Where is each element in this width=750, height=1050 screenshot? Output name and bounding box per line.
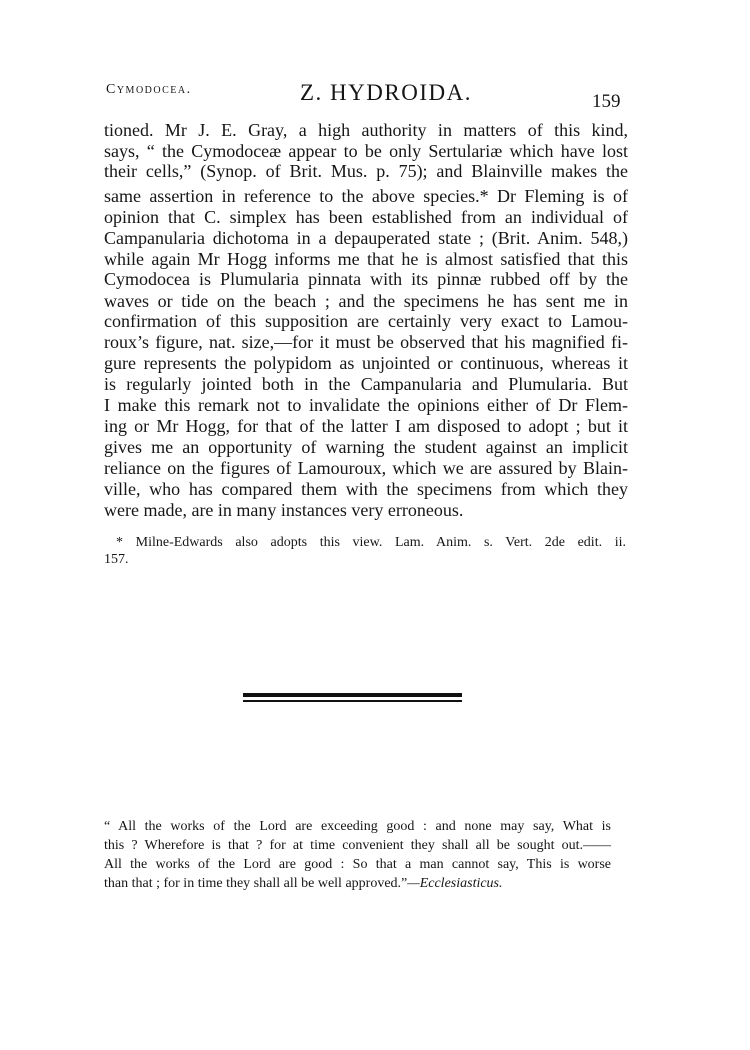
epigraph-line: All the works of the Lord are good : So that a man cannot say, This is worse	[104, 857, 611, 872]
epigraph-source: —Ecclesiasticus.	[407, 876, 503, 891]
body-line: says, “ the Cymodoceæ appear to be only Sertulariæ which have lost	[104, 141, 628, 161]
body-line: roux’s figure, nat. size,—for it must be observed that his magnified fi-	[104, 332, 628, 352]
body-line: their cells,” (Synop. of Brit. Mus. p. 75); and Blainville makes the	[104, 161, 628, 181]
body-line: waves or tide on the beach ; and the specimens he has sent me in	[104, 291, 628, 311]
thin-rule	[243, 700, 462, 702]
body-line: gure represents the polypidom as unjointed or continuous, whereas it	[104, 353, 628, 373]
body-line: confirmation of this supposition are certainly very exact to Lamou-	[104, 311, 628, 331]
double-rule-divider	[243, 693, 462, 702]
footnote: * Milne-Edwards also adopts this view. Lam. Anim. s. Vert. 2de edit. ii.	[116, 535, 626, 550]
body-line: same assertion in reference to the above species.* Dr Fleming is of	[104, 186, 628, 206]
body-line: is regularly jointed both in the Campanularia and Plumularia. But	[104, 374, 628, 394]
body-line: Campanularia dichotoma in a depauperated state ; (Brit. Anim. 548,)	[104, 228, 628, 248]
running-head: Cymodocea.	[106, 82, 192, 97]
body-line: were made, are in many instances very erroneous.	[104, 500, 464, 520]
body-line: tioned. Mr J. E. Gray, a high authority in matters of this kind,	[104, 120, 628, 140]
body-line: reliance on the figures of Lamouroux, which we are assured by Blain-	[104, 458, 628, 478]
page-number: 159	[592, 91, 621, 112]
thick-rule	[243, 693, 462, 697]
epigraph-line: this ? Wherefore is that ? for at time convenient they shall all be sought out.——	[104, 838, 611, 853]
body-line: gives me an opportunity of warning the student against an implicit	[104, 437, 628, 457]
body-line: I make this remark not to invalidate the opinions either of Dr Flem-	[104, 395, 628, 415]
body-line: Cymodocea is Plumularia pinnata with its pinnæ rubbed off by the	[104, 269, 628, 289]
epigraph-line: “ All the works of the Lord are exceeding good : and none may say, What is	[104, 819, 611, 834]
body-line: ing or Mr Hogg, for that of the latter I am disposed to adopt ; but it	[104, 416, 628, 436]
epigraph-text: than that ; for in time they shall all be well approved.”	[104, 876, 408, 891]
body-line: while again Mr Hogg informs me that he is almost satisfied that this	[104, 249, 628, 269]
footnote-continuation: 157.	[104, 552, 129, 567]
section-title: Z. HYDROIDA.	[300, 80, 472, 105]
body-line: opinion that C. simplex has been established from an individual of	[104, 207, 628, 227]
body-line: ville, who has compared them with the specimens from which they	[104, 479, 628, 499]
epigraph-line	[104, 874, 611, 893]
